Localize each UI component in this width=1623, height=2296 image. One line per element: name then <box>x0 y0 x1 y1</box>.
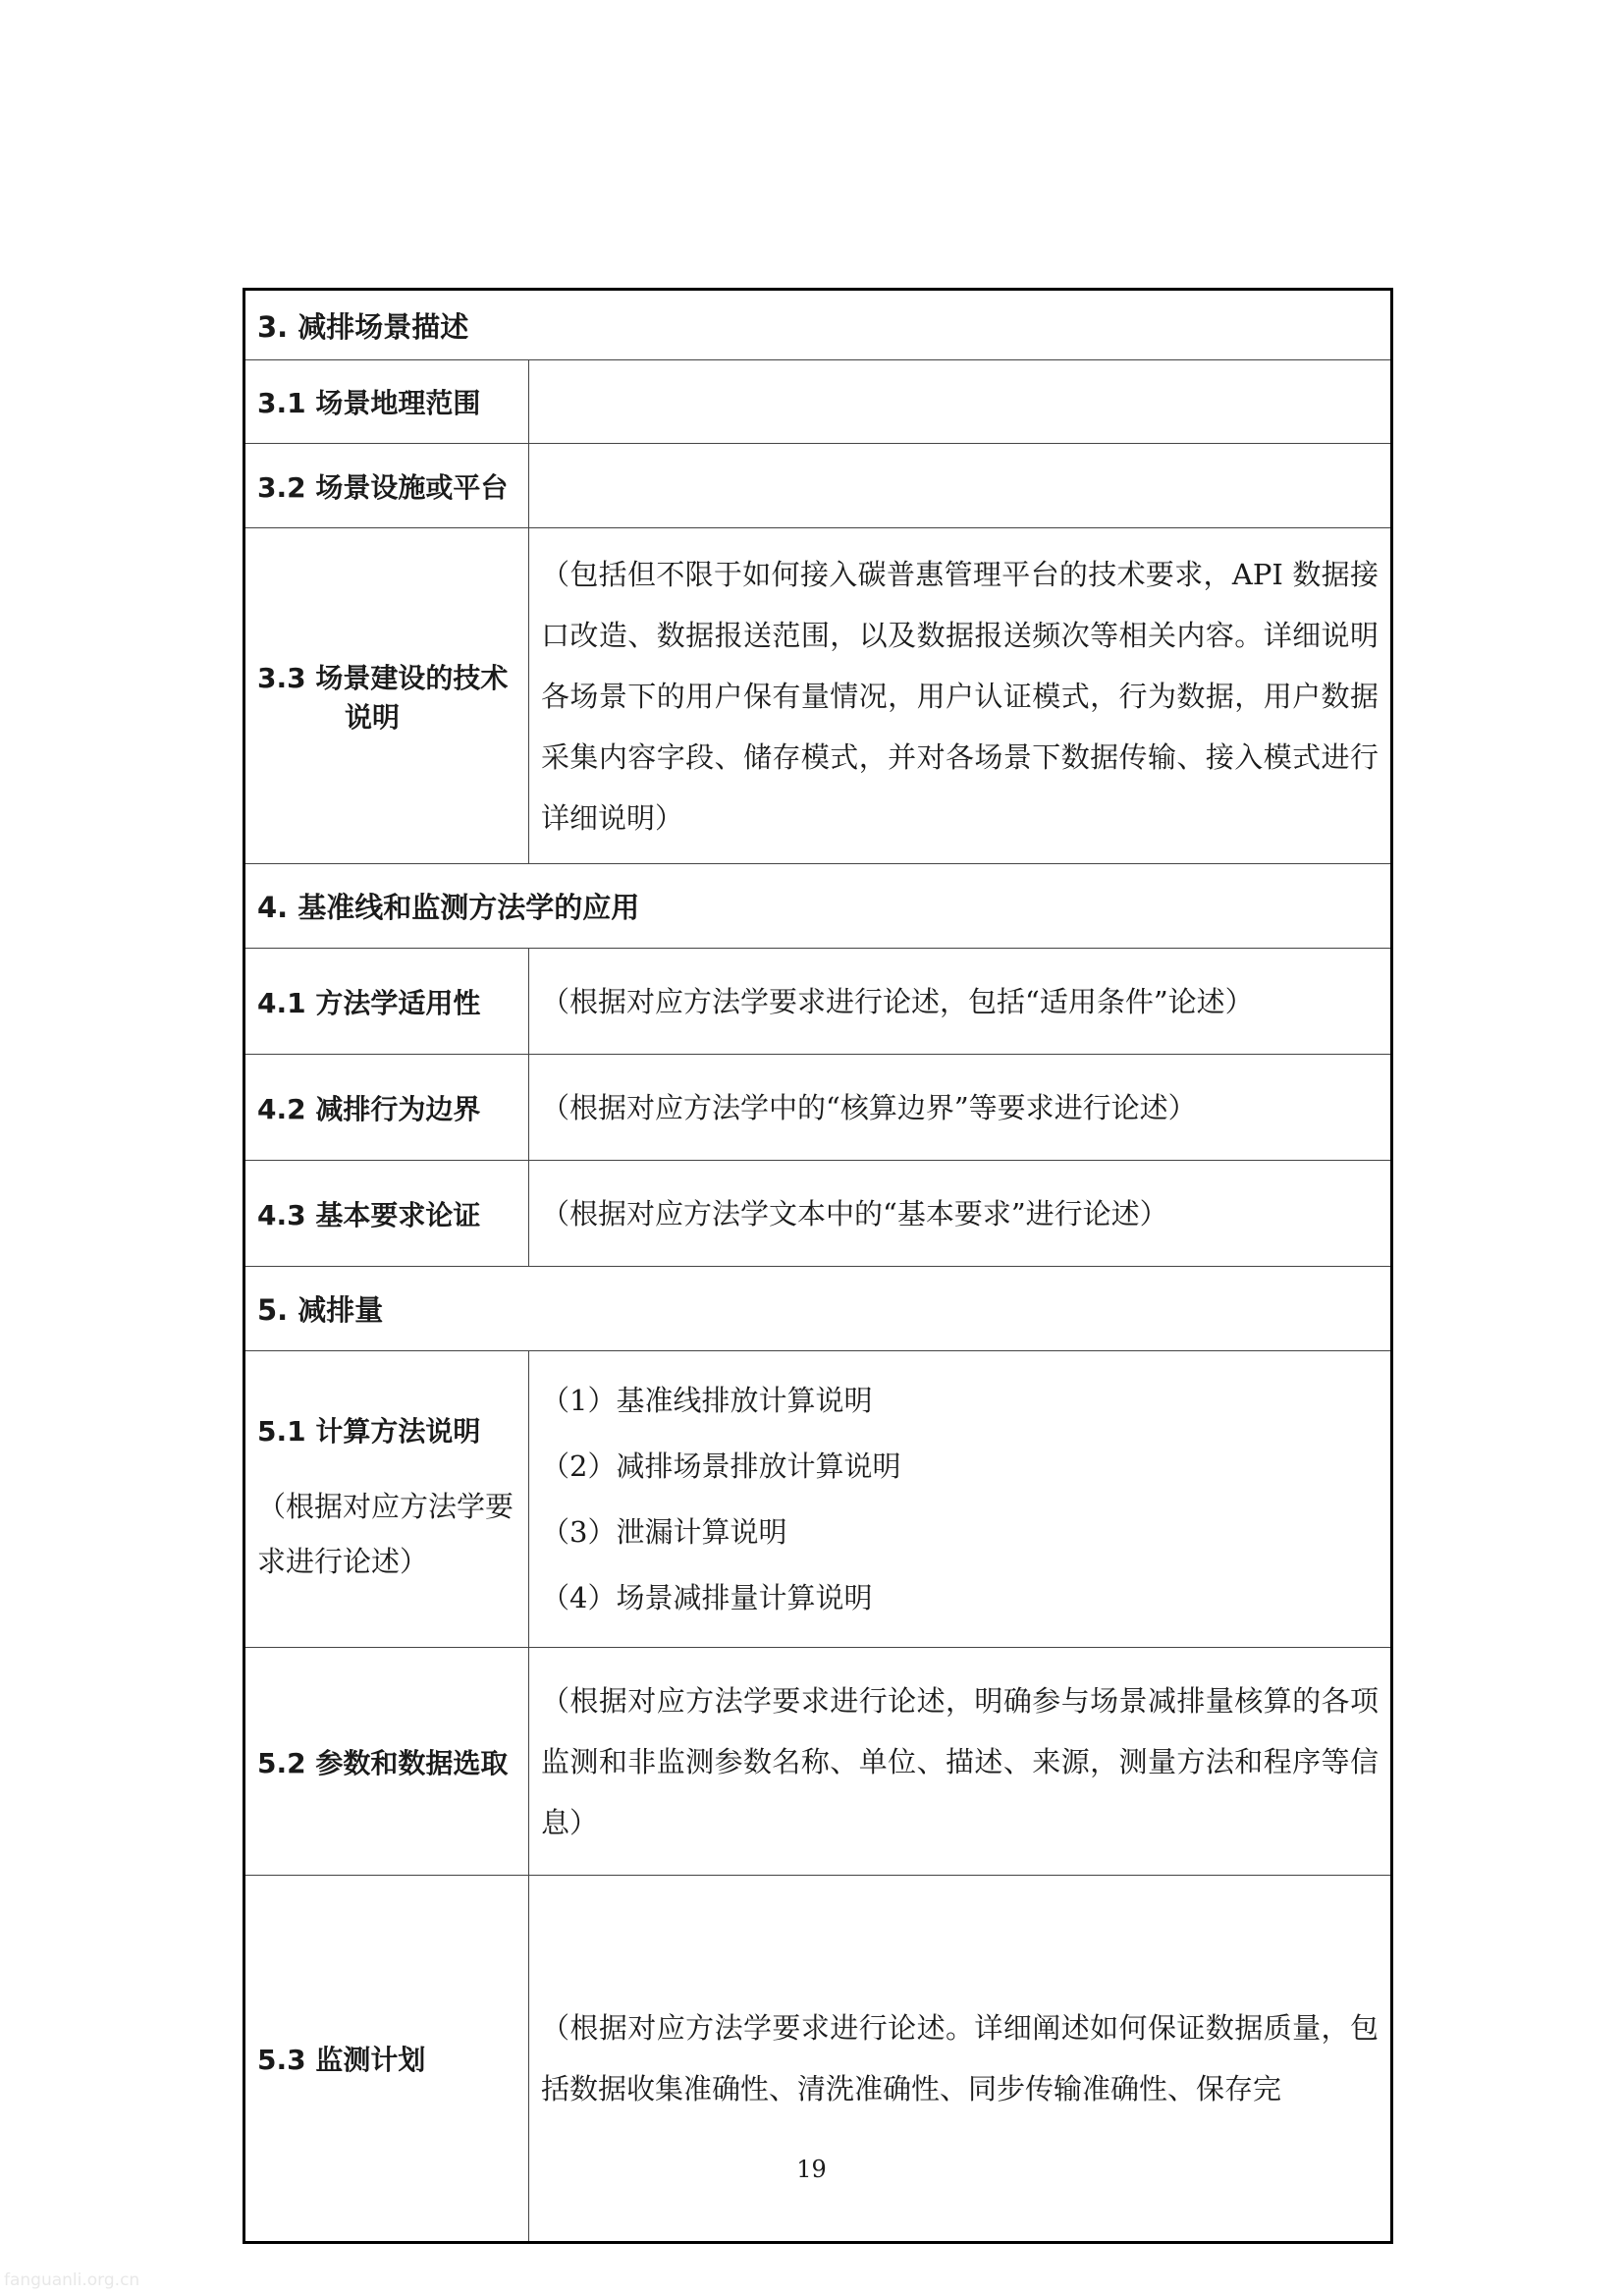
list-item: （4）场景减排量计算说明 <box>541 1580 873 1614</box>
row-label-5-1 <box>244 1351 529 1648</box>
section-title-3: 3. 减排场景描述 <box>244 290 1392 360</box>
section-title-5: 5. 减排量 <box>244 1267 1392 1351</box>
row-label-5-1-note: （根据对应方法学要求进行论述） <box>257 1489 514 1578</box>
form-table <box>243 288 1393 2244</box>
row-label-4-2: 4.2 减排行为边界 <box>244 1055 529 1161</box>
row-content-5-3 <box>529 1876 1392 2243</box>
row-content-3-3: （包括但不限于如何接入碳普惠管理平台的技术要求，API 数据接口改造、数据报送范围，以及数据报送频次等相关内容。详细说明各场景下的用户保有量情况，用户认证模式，行为数据，用户数据采集内容字段、储存模式，并对各场景下数据传输、接入模式进行详细说明） <box>529 528 1392 864</box>
row-content-3-1 <box>529 360 1392 444</box>
row-content-4-2: （根据对应方法学中的“核算边界”等要求进行论述） <box>529 1055 1392 1161</box>
table-row-3-3 <box>244 528 1392 864</box>
table-row-3-2 <box>244 444 1392 528</box>
row-content-4-3: （根据对应方法学文本中的“基本要求”进行论述） <box>529 1161 1392 1267</box>
section-row-3 <box>244 290 1392 360</box>
list-item: （2）减排场景排放计算说明 <box>541 1449 901 1483</box>
row-content-5-3-text: （根据对应方法学要求进行论述。详细阐述如何保证数据质量，包括数据收集准确性、清洗准确性、同步传输准确性、保存完 <box>541 2011 1379 2105</box>
row-label-3-3 <box>244 528 529 864</box>
row-label-4-1: 4.1 方法学适用性 <box>244 949 529 1055</box>
page-number: 19 <box>796 2156 827 2183</box>
row-label-3-3-line1: 3.3 场景建设的技术 <box>257 661 509 694</box>
list-item: （1）基准线排放计算说明 <box>541 1383 873 1417</box>
row-label-5-3: 5.3 监测计划 <box>244 1876 529 2243</box>
section-title-4: 4. 基准线和监测方法学的应用 <box>244 864 1392 949</box>
table-row-5-2 <box>244 1648 1392 1876</box>
row-content-4-1: （根据对应方法学要求进行论述，包括“适用条件”论述） <box>529 949 1392 1055</box>
row-content-5-1 <box>529 1351 1392 1648</box>
row-content-3-2 <box>529 444 1392 528</box>
table-row-4-1 <box>244 949 1392 1055</box>
row-label-5-1-title: 5.1 计算方法说明 <box>257 1414 481 1448</box>
row-label-5-2: 5.2 参数和数据选取 <box>244 1648 529 1876</box>
section-row-4 <box>244 864 1392 949</box>
table-row-5-3 <box>244 1876 1392 2243</box>
row-label-4-3: 4.3 基本要求论证 <box>244 1161 529 1267</box>
list-item: （3）泄漏计算说明 <box>541 1514 787 1549</box>
row-label-3-3-line2: 说明 <box>344 700 400 734</box>
table-row-4-3 <box>244 1161 1392 1267</box>
row-label-3-2: 3.2 场景设施或平台 <box>244 444 529 528</box>
table-row-5-1 <box>244 1351 1392 1648</box>
watermark-text: fanguanli.org.cn <box>4 2270 140 2290</box>
row-label-3-1: 3.1 场景地理范围 <box>244 360 529 444</box>
table-row-4-2 <box>244 1055 1392 1161</box>
row-content-5-2: （根据对应方法学要求进行论述，明确参与场景减排量核算的各项监测和非监测参数名称、单位、描述、来源，测量方法和程序等信息） <box>529 1648 1392 1876</box>
table-row-3-1 <box>244 360 1392 444</box>
section-row-5 <box>244 1267 1392 1351</box>
